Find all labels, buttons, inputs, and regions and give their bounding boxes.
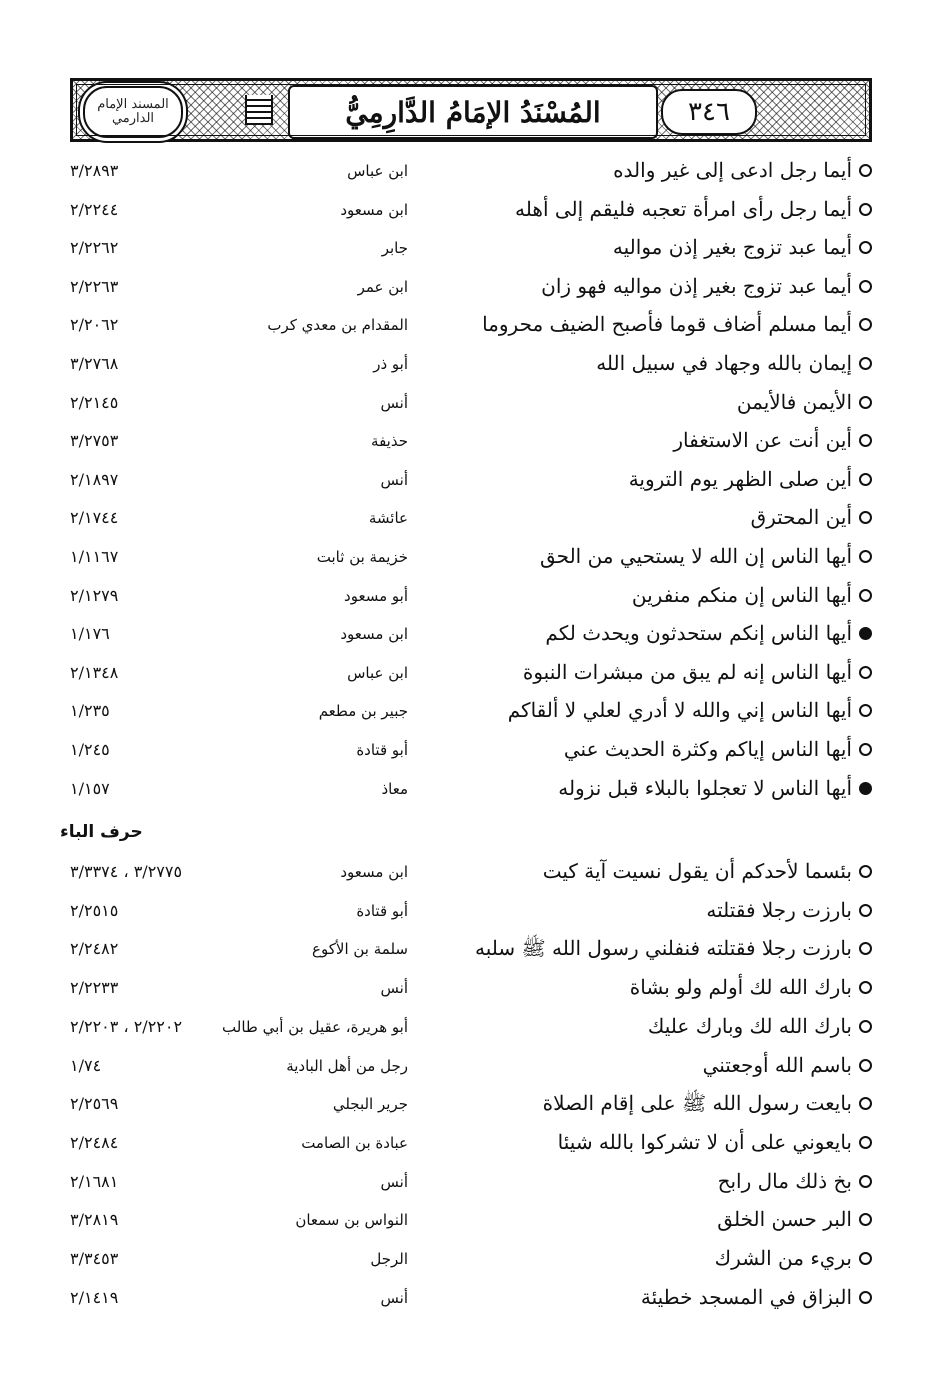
volume-hadith-reference: ٢/١٦٨١ <box>70 1172 119 1191</box>
open-circle-icon <box>859 1213 872 1226</box>
hadith-text: أين صلى الظهر يوم التروية <box>628 467 852 491</box>
narrator-name: المقدام بن معدي كرب <box>267 316 408 334</box>
volume-hadith-reference: ١/١٥٧ <box>70 779 110 798</box>
narrator-name: أنس <box>380 979 408 997</box>
hadith-text: أيما رجل رأى امرأة تعجبه فليقم إلى أهله <box>515 197 852 221</box>
volume-hadith-reference: ٢/٢٢٦٢ <box>70 238 119 257</box>
hadith-text: بارك الله لك أولم ولو بشاة <box>629 975 852 999</box>
volume-hadith-reference: ٢/١٨٩٧ <box>70 470 119 489</box>
hadith-text: بريء من الشرك <box>714 1246 852 1270</box>
hadith-text: أيها الناس إني والله لا أدري لعلي لا ألقاكم <box>507 698 852 722</box>
volume-hadith-reference: ٣/٢٧٧٥ ، ٣/٣٣٧٤ <box>70 862 183 881</box>
index-entry <box>60 1282 872 1320</box>
narrator-name: حذيفة <box>371 432 408 450</box>
hadith-text: أيما عبد تزوج بغير إذن مواليه فهو زان <box>541 274 852 298</box>
index-entry <box>60 309 872 347</box>
index-entry <box>60 541 872 579</box>
open-circle-icon <box>859 1059 872 1072</box>
index-entry <box>60 1166 872 1204</box>
narrator-name: ابن مسعود <box>340 201 408 219</box>
open-circle-icon <box>859 904 872 917</box>
volume-hadith-reference: ٢/٢٥٦٩ <box>70 1094 119 1113</box>
index-entry <box>60 580 872 618</box>
open-circle-icon <box>859 1291 872 1304</box>
volume-hadith-reference: ٢/٢٢٠٢ ، ٢/٢٢٠٣ <box>70 1017 183 1036</box>
hadith-text: بايعوني على أن لا تشركوا بالله شيئا <box>557 1130 852 1154</box>
hadith-text: باسم الله أوجعتني <box>702 1053 852 1077</box>
index-entry <box>60 232 872 270</box>
index-entry <box>60 1011 872 1049</box>
narrator-name: ابن عمر <box>357 278 408 296</box>
volume-hadith-reference: ٣/٣٤٥٣ <box>70 1249 119 1268</box>
volume-hadith-reference: ٢/٢١٤٥ <box>70 393 119 412</box>
volume-hadith-reference: ٢/١٢٧٩ <box>70 586 119 605</box>
volume-hadith-reference: ١/١٧٦ <box>70 624 110 643</box>
narrator-name: خزيمة بن ثابت <box>316 548 408 566</box>
volume-hadith-reference: ١/٢٤٥ <box>70 740 110 759</box>
narrator-name: ابن عباس <box>347 664 408 682</box>
hadith-text: إيمان بالله وجهاد في سبيل الله <box>596 351 852 375</box>
index-entry <box>60 734 872 772</box>
narrator-name: أنس <box>380 1173 408 1191</box>
open-circle-icon <box>859 743 872 756</box>
narrator-name: أبو قتادة <box>356 741 408 759</box>
narrator-name: أبو قتادة <box>356 902 408 920</box>
narrator-name: أبو هريرة، عقيل بن أبي طالب <box>222 1018 408 1036</box>
narrator-name: جابر <box>381 239 408 257</box>
hadith-text: بارزت رجلا فقتلته <box>706 898 852 922</box>
volume-hadith-reference: ٢/٢٢٦٣ <box>70 277 119 296</box>
header-seal-left <box>83 86 183 138</box>
volume-hadith-reference: ٢/٢٢٣٣ <box>70 978 119 997</box>
open-circle-icon <box>859 704 872 717</box>
open-circle-icon <box>859 666 872 679</box>
narrator-name: النواس بن سمعان <box>295 1211 408 1229</box>
index-entry <box>60 502 872 540</box>
index-entry <box>60 1127 872 1165</box>
index-entry <box>60 348 872 386</box>
volume-hadith-reference: ٢/٢٢٤٤ <box>70 200 119 219</box>
hadith-text: أيما عبد تزوج بغير إذن مواليه <box>612 235 852 259</box>
volume-hadith-reference: ٢/١٤١٩ <box>70 1288 119 1307</box>
index-entry <box>60 425 872 463</box>
volume-hadith-reference: ١/١١٦٧ <box>70 547 119 566</box>
volume-hadith-reference: ٣/٢٧٥٣ <box>70 431 119 450</box>
open-circle-icon <box>859 357 872 370</box>
narrator-name: أنس <box>380 1289 408 1307</box>
narrator-name: أنس <box>380 394 408 412</box>
open-circle-icon <box>859 318 872 331</box>
index-entry <box>60 773 872 811</box>
page-number: ٣٤٦ <box>688 97 730 127</box>
hadith-text: أين أنت عن الاستغفار <box>673 428 852 452</box>
narrator-name: أبو ذر <box>373 355 408 373</box>
hadith-text: أيها الناس إنكم ستحدثون ويحدث لكم <box>545 621 852 645</box>
index-entry <box>60 972 872 1010</box>
open-circle-icon <box>859 1136 872 1149</box>
book-title: المُسْنَدُ الإمَامُ الدَّارِمِيُّ <box>345 95 601 129</box>
filled-circle-icon <box>859 627 872 640</box>
open-circle-icon <box>859 589 872 602</box>
open-circle-icon <box>859 1020 872 1033</box>
index-entry <box>60 1204 872 1242</box>
open-circle-icon <box>859 550 872 563</box>
index-entry <box>60 271 872 309</box>
hadith-text: الأيمن فالأيمن <box>736 390 852 414</box>
hadith-text: أيها الناس لا تعجلوا بالبلاء قبل نزوله <box>558 776 852 800</box>
volume-hadith-reference: ٢/١٧٤٤ <box>70 508 119 527</box>
narrator-name: أبو مسعود <box>344 587 408 605</box>
narrator-name: رجل من أهل البادية <box>286 1057 408 1075</box>
narrator-name: سلمة بن الأكوع <box>312 940 408 958</box>
index-entry <box>60 194 872 232</box>
hadith-text: أين المحترق <box>750 505 852 529</box>
volume-hadith-reference: ٢/٢٠٦٢ <box>70 315 119 334</box>
index-entry <box>60 1243 872 1281</box>
section-heading: حرف الباء <box>60 822 143 842</box>
volume-hadith-reference: ١/٧٤ <box>70 1056 102 1075</box>
hadith-text: بخ ذلك مال رابح <box>717 1169 852 1193</box>
narrator-name: ابن مسعود <box>340 863 408 881</box>
open-circle-icon <box>859 164 872 177</box>
volume-hadith-reference: ٣/٢٧٦٨ <box>70 354 119 373</box>
hadith-text: بارزت رجلا فقتلته فنفلني رسول الله ﷺ سلبه <box>475 936 852 960</box>
open-circle-icon <box>859 473 872 486</box>
hadith-text: أيها الناس إن منكم منفرين <box>631 583 852 607</box>
volume-hadith-reference: ٢/١٣٤٨ <box>70 663 119 682</box>
volume-hadith-reference: ١/٢٣٥ <box>70 701 110 720</box>
header-title-box <box>288 85 658 139</box>
open-circle-icon <box>859 241 872 254</box>
open-circle-icon <box>859 434 872 447</box>
narrator-name: معاذ <box>381 780 408 798</box>
index-entry <box>60 695 872 733</box>
index-entry <box>60 856 872 894</box>
hadith-text: البزاق في المسجد خطيئة <box>640 1285 852 1309</box>
narrator-name: الرجل <box>370 1250 408 1268</box>
index-entry <box>60 895 872 933</box>
open-circle-icon <box>859 942 872 955</box>
hadith-text: بارك الله لك وبارك عليك <box>647 1014 852 1038</box>
index-entry <box>60 1050 872 1088</box>
open-circle-icon <box>859 203 872 216</box>
open-circle-icon <box>859 280 872 293</box>
hadith-text: بئسما لأحدكم أن يقول نسيت آية كيت <box>542 859 852 883</box>
hadith-text: أيها الناس إنه لم يبق من مبشرات النبوة <box>522 660 852 684</box>
index-entry <box>60 657 872 695</box>
narrator-name: جبير بن مطعم <box>318 702 408 720</box>
narrator-name: ابن عباس <box>347 162 408 180</box>
open-circle-icon <box>859 511 872 524</box>
narrator-name: جرير البجلي <box>332 1095 408 1113</box>
filled-circle-icon <box>859 782 872 795</box>
index-entry <box>60 618 872 656</box>
narrator-name: عائشة <box>368 509 408 527</box>
index-entry <box>60 387 872 425</box>
narrator-name: عبادة بن الصامت <box>301 1134 408 1152</box>
open-circle-icon <box>859 396 872 409</box>
open-circle-icon <box>859 865 872 878</box>
open-circle-icon <box>859 981 872 994</box>
page-number-box <box>661 89 757 135</box>
hadith-text: البر حسن الخلق <box>717 1207 852 1231</box>
open-circle-icon <box>859 1252 872 1265</box>
volume-hadith-reference: ٣/٢٨١٩ <box>70 1210 119 1229</box>
index-entry <box>60 1088 872 1126</box>
header-seal-text-left: المسند الإمام الدارمي <box>97 97 169 126</box>
header-ornament-left <box>245 95 273 125</box>
hadith-text: بايعت رسول الله ﷺ على إقام الصلاة <box>542 1091 852 1115</box>
hadith-text: أيما رجل ادعى إلى غير والده <box>613 158 852 182</box>
open-circle-icon <box>859 1097 872 1110</box>
hadith-text: أيها الناس إن الله لا يستحيي من الحق <box>539 544 852 568</box>
volume-hadith-reference: ٢/٢٥١٥ <box>70 901 119 920</box>
index-entry <box>60 933 872 971</box>
open-circle-icon <box>859 1175 872 1188</box>
volume-hadith-reference: ٢/٢٤٨٤ <box>70 1133 119 1152</box>
page-header-banner <box>70 78 872 142</box>
volume-hadith-reference: ٢/٢٤٨٢ <box>70 939 119 958</box>
hadith-text: أيها الناس إياكم وكثرة الحديث عني <box>563 737 852 761</box>
index-entry <box>60 464 872 502</box>
narrator-name: أنس <box>380 471 408 489</box>
volume-hadith-reference: ٣/٢٨٩٣ <box>70 161 119 180</box>
narrator-name: ابن مسعود <box>340 625 408 643</box>
hadith-text: أيما مسلم أضاف قوما فأصبح الضيف محروما <box>482 312 852 336</box>
index-entry <box>60 155 872 193</box>
